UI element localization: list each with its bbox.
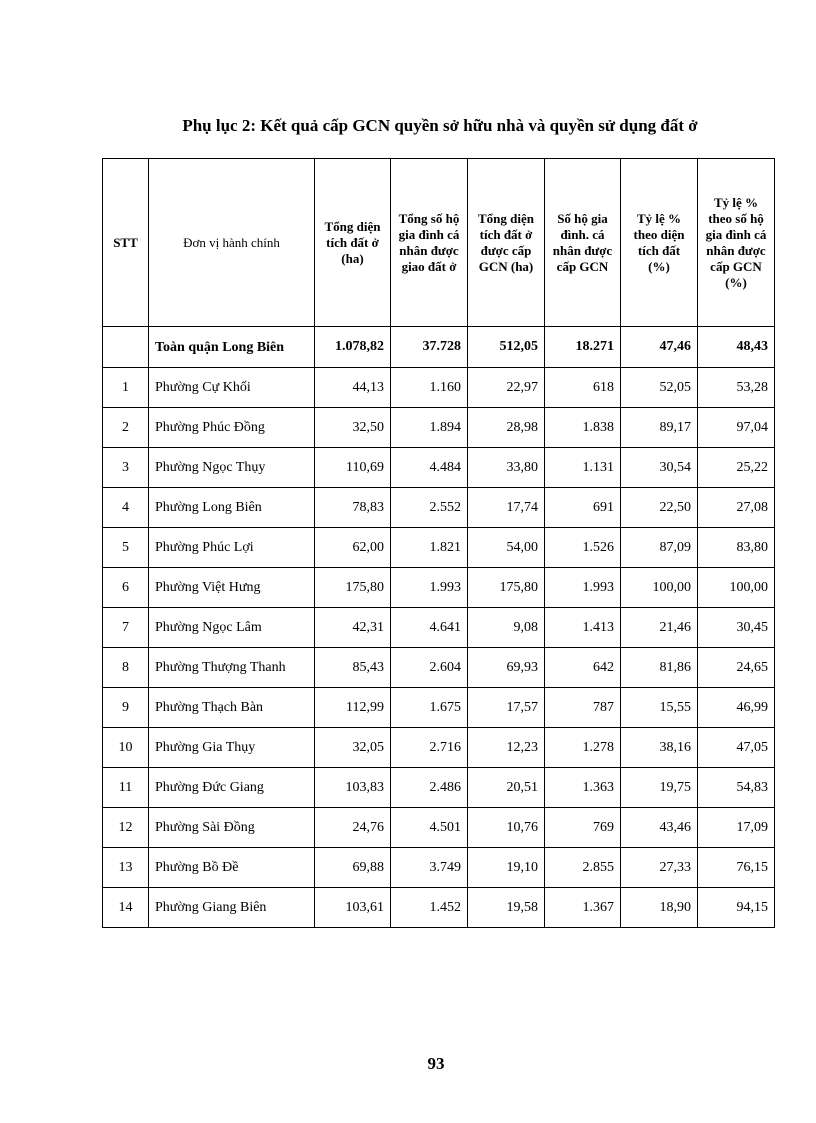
header-area-ratio: Tỷ lệ % theo diện tích đất (%) xyxy=(621,159,698,327)
row-value-cell: 27,08 xyxy=(698,488,775,528)
row-name-cell: Phường Thượng Thanh xyxy=(149,648,315,688)
row-value-cell: 87,09 xyxy=(621,528,698,568)
row-value-cell: 100,00 xyxy=(621,568,698,608)
row-value-cell: 81,86 xyxy=(621,648,698,688)
row-value-cell: 2.604 xyxy=(391,648,468,688)
row-value-cell: 103,61 xyxy=(315,888,391,928)
page-number: 93 xyxy=(427,1054,445,1073)
row-name-cell: Phường Ngọc Thụy xyxy=(149,448,315,488)
row-value-cell: 1.821 xyxy=(391,528,468,568)
table-row xyxy=(103,648,775,688)
row-value-cell: 1.131 xyxy=(545,448,621,488)
row-value-cell: 2.552 xyxy=(391,488,468,528)
row-value-cell: 1.526 xyxy=(545,528,621,568)
row-value-cell: 2.855 xyxy=(545,848,621,888)
row-value-cell: 1.160 xyxy=(391,368,468,408)
table-row xyxy=(103,448,775,488)
table-row xyxy=(103,368,775,408)
row-value-cell: 22,97 xyxy=(468,368,545,408)
table-row xyxy=(103,728,775,768)
row-value-cell: 691 xyxy=(545,488,621,528)
row-name-cell: Phường Thạch Bàn xyxy=(149,688,315,728)
table-row xyxy=(103,688,775,728)
row-value-cell: 30,54 xyxy=(621,448,698,488)
row-name-cell: Phường Phúc Lợi xyxy=(149,528,315,568)
table-row xyxy=(103,768,775,808)
row-value-cell: 10,76 xyxy=(468,808,545,848)
row-value-cell: 4.484 xyxy=(391,448,468,488)
row-name-cell: Phường Đức Giang xyxy=(149,768,315,808)
row-value-cell: 52,05 xyxy=(621,368,698,408)
row-name-cell: Phường Phúc Đồng xyxy=(149,408,315,448)
row-value-cell: 12,23 xyxy=(468,728,545,768)
row-value-cell: 1.413 xyxy=(545,608,621,648)
row-value-cell: 18,90 xyxy=(621,888,698,928)
table-row xyxy=(103,568,775,608)
table-row xyxy=(103,408,775,448)
row-value-cell: 175,80 xyxy=(468,568,545,608)
row-stt-cell: 1 xyxy=(103,368,149,408)
row-value-cell: 42,31 xyxy=(315,608,391,648)
row-value-cell: 47,05 xyxy=(698,728,775,768)
row-value-cell: 1.675 xyxy=(391,688,468,728)
row-value-cell: 4.501 xyxy=(391,808,468,848)
total-cell: 18.271 xyxy=(545,327,621,368)
row-value-cell: 69,93 xyxy=(468,648,545,688)
row-value-cell: 78,83 xyxy=(315,488,391,528)
row-value-cell: 53,28 xyxy=(698,368,775,408)
header-total-area: Tổng diện tích đất ở (ha) xyxy=(315,159,391,327)
row-value-cell: 76,15 xyxy=(698,848,775,888)
row-stt-cell: 11 xyxy=(103,768,149,808)
row-value-cell: 1.993 xyxy=(545,568,621,608)
row-name-cell: Phường Giang Biên xyxy=(149,888,315,928)
row-value-cell: 54,00 xyxy=(468,528,545,568)
row-name-cell: Phường Bồ Đề xyxy=(149,848,315,888)
total-cell: 48,43 xyxy=(698,327,775,368)
row-value-cell: 1.452 xyxy=(391,888,468,928)
row-value-cell: 642 xyxy=(545,648,621,688)
table-row xyxy=(103,528,775,568)
row-value-cell: 9,08 xyxy=(468,608,545,648)
row-value-cell: 2.716 xyxy=(391,728,468,768)
header-unit: Đơn vị hành chính xyxy=(149,159,315,327)
row-stt-cell: 4 xyxy=(103,488,149,528)
row-value-cell: 54,83 xyxy=(698,768,775,808)
row-value-cell: 787 xyxy=(545,688,621,728)
table-row xyxy=(103,888,775,928)
row-value-cell: 1.367 xyxy=(545,888,621,928)
row-value-cell: 103,83 xyxy=(315,768,391,808)
row-value-cell: 69,88 xyxy=(315,848,391,888)
row-value-cell: 85,43 xyxy=(315,648,391,688)
row-value-cell: 618 xyxy=(545,368,621,408)
row-stt-cell: 5 xyxy=(103,528,149,568)
row-name-cell: Phường Sài Đồng xyxy=(149,808,315,848)
table-row xyxy=(103,488,775,528)
header-certified-area: Tổng diện tích đất ở được cấp GCN (ha) xyxy=(468,159,545,327)
row-name-cell: Phường Gia Thụy xyxy=(149,728,315,768)
row-value-cell: 15,55 xyxy=(621,688,698,728)
row-value-cell: 20,51 xyxy=(468,768,545,808)
row-name-cell: Phường Ngọc Lâm xyxy=(149,608,315,648)
row-value-cell: 1.838 xyxy=(545,408,621,448)
row-value-cell: 1.278 xyxy=(545,728,621,768)
page-title: Phụ lục 2: Kết quả cấp GCN quyền sở hữu nhà và quyền sử dụng đất ở xyxy=(182,116,698,135)
row-value-cell: 94,15 xyxy=(698,888,775,928)
row-value-cell: 21,46 xyxy=(621,608,698,648)
table-header-row xyxy=(103,159,775,327)
row-value-cell: 46,99 xyxy=(698,688,775,728)
row-value-cell: 89,17 xyxy=(621,408,698,448)
row-value-cell: 17,74 xyxy=(468,488,545,528)
row-value-cell: 28,98 xyxy=(468,408,545,448)
row-value-cell: 110,69 xyxy=(315,448,391,488)
row-value-cell: 19,10 xyxy=(468,848,545,888)
row-value-cell: 38,16 xyxy=(621,728,698,768)
row-value-cell: 1.363 xyxy=(545,768,621,808)
row-stt-cell: 2 xyxy=(103,408,149,448)
row-stt-cell: 9 xyxy=(103,688,149,728)
row-value-cell: 25,22 xyxy=(698,448,775,488)
row-value-cell: 62,00 xyxy=(315,528,391,568)
row-value-cell: 22,50 xyxy=(621,488,698,528)
row-value-cell: 19,58 xyxy=(468,888,545,928)
row-value-cell: 32,05 xyxy=(315,728,391,768)
row-value-cell: 19,75 xyxy=(621,768,698,808)
header-stt: STT xyxy=(103,159,149,327)
row-value-cell: 32,50 xyxy=(315,408,391,448)
row-value-cell: 27,33 xyxy=(621,848,698,888)
row-value-cell: 175,80 xyxy=(315,568,391,608)
row-value-cell: 24,76 xyxy=(315,808,391,848)
header-certified-households: Số hộ gia đình. cá nhân được cấp GCN xyxy=(545,159,621,327)
row-value-cell: 3.749 xyxy=(391,848,468,888)
row-stt-cell: 3 xyxy=(103,448,149,488)
row-name-cell: Phường Long Biên xyxy=(149,488,315,528)
total-cell: 47,46 xyxy=(621,327,698,368)
row-value-cell: 24,65 xyxy=(698,648,775,688)
table-row xyxy=(103,608,775,648)
total-cell: 1.078,82 xyxy=(315,327,391,368)
row-value-cell: 97,04 xyxy=(698,408,775,448)
row-value-cell: 100,00 xyxy=(698,568,775,608)
total-cell: 512,05 xyxy=(468,327,545,368)
row-value-cell: 1.993 xyxy=(391,568,468,608)
row-stt-cell: 10 xyxy=(103,728,149,768)
total-name-cell: Toàn quận Long Biên xyxy=(149,327,315,368)
header-total-households: Tổng số hộ gia đình cá nhân được giao đất ở xyxy=(391,159,468,327)
total-cell: 37.728 xyxy=(391,327,468,368)
row-value-cell: 4.641 xyxy=(391,608,468,648)
row-value-cell: 33,80 xyxy=(468,448,545,488)
row-stt-cell: 8 xyxy=(103,648,149,688)
table-row xyxy=(103,808,775,848)
row-value-cell: 1.894 xyxy=(391,408,468,448)
row-stt-cell: 6 xyxy=(103,568,149,608)
total-row xyxy=(103,327,775,368)
header-household-ratio: Tỷ lệ % theo số hộ gia đình cá nhân được cấp GCN (%) xyxy=(698,159,775,327)
table-rows xyxy=(103,368,775,928)
results-table xyxy=(102,158,775,928)
row-value-cell: 112,99 xyxy=(315,688,391,728)
row-stt-cell: 14 xyxy=(103,888,149,928)
row-stt-cell: 12 xyxy=(103,808,149,848)
row-value-cell: 83,80 xyxy=(698,528,775,568)
row-value-cell: 44,13 xyxy=(315,368,391,408)
row-value-cell: 17,57 xyxy=(468,688,545,728)
row-name-cell: Phường Cự Khối xyxy=(149,368,315,408)
table-row xyxy=(103,848,775,888)
row-name-cell: Phường Việt Hưng xyxy=(149,568,315,608)
row-value-cell: 17,09 xyxy=(698,808,775,848)
total-stt-cell xyxy=(103,327,149,368)
row-value-cell: 43,46 xyxy=(621,808,698,848)
row-stt-cell: 7 xyxy=(103,608,149,648)
row-value-cell: 769 xyxy=(545,808,621,848)
row-stt-cell: 13 xyxy=(103,848,149,888)
row-value-cell: 2.486 xyxy=(391,768,468,808)
row-value-cell: 30,45 xyxy=(698,608,775,648)
